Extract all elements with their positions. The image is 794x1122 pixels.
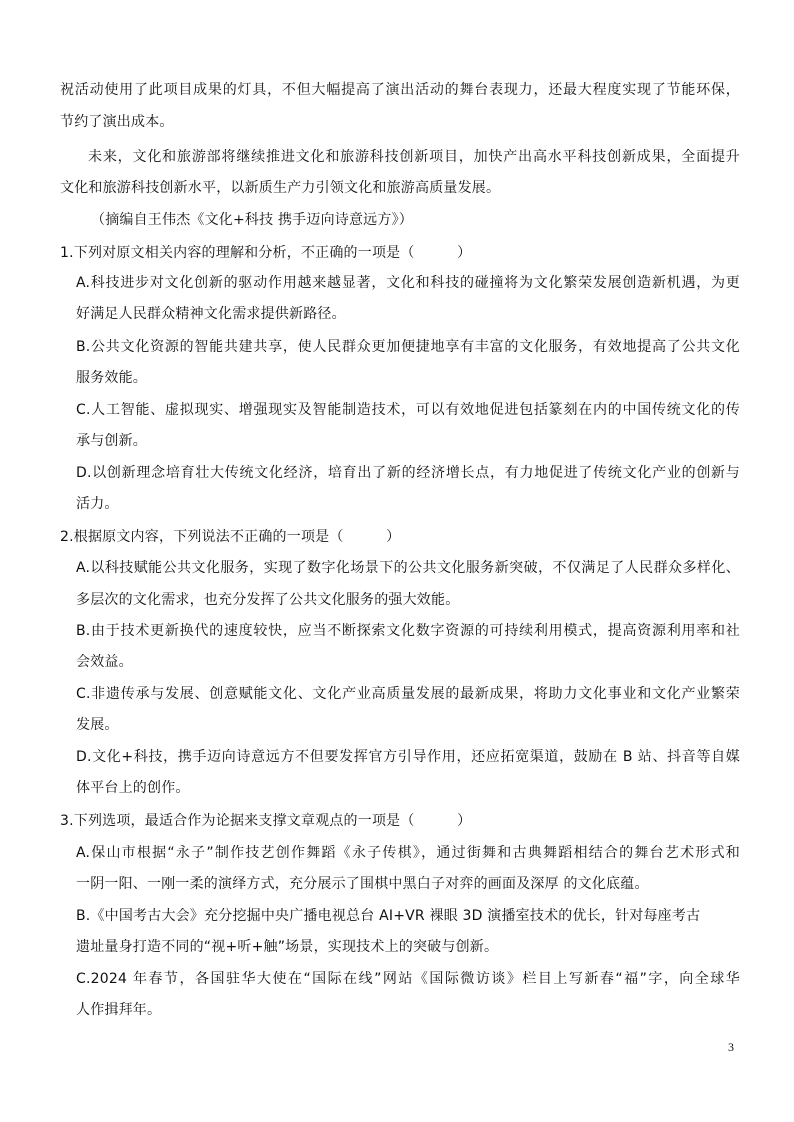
option-line: 承与创新。: [76, 433, 147, 449]
option-line: 体平台上的创作。: [76, 780, 190, 796]
page-number: 3: [728, 1040, 734, 1054]
option-line: 服务效能。: [76, 370, 147, 386]
passage-line: 未来，文化和旅游部将继续推进文化和旅游科技创新项目，加快产出高水平科技创新成果，全面提升: [88, 149, 740, 165]
option-line: B.由于技术更新换代的速度较快，应当不断探索文化数字资源的可持续利用模式，提高资源利用率和社: [76, 623, 740, 639]
passage-line: 文化和旅游科技创新水平，以新质生产力引领文化和旅游高质量发展。: [60, 180, 501, 196]
option-line: 人作揖拜年。: [76, 1002, 162, 1018]
option-line: A.保山市根据“永子”制作技艺创作舞蹈《永子传棋》，通过街舞和古典舞蹈相结合的舞台艺术形式和: [76, 845, 740, 861]
option-line: 会效益。: [76, 654, 133, 670]
option-line: 多层次的文化需求，也充分发挥了公共文化服务的强大效能。: [76, 592, 460, 608]
option-line: D.以创新理念培育壮大传统文化经济，培育出了新的经济增长点，有力地促进了传统文化产业的创新与: [76, 465, 740, 481]
option-line: A.以科技赋能公共文化服务，实现了数字化场景下的公共文化服务新突破，不仅满足了人民群众多样化、: [76, 560, 740, 576]
option-line: D.文化+科技，携手迈向诗意远方不但要发挥官方引导作用，还应拓宽渠道，鼓励在 B 站、抖音等自媒: [76, 749, 740, 765]
option-line: B.公共文化资源的智能共建共享，使人民群众更加便捷地享有丰富的文化服务，有效地提高了公共文化: [76, 339, 740, 355]
option-line: C.2024 年春节，各国驻华大使在“国际在线”网站《国际微访谈》栏目上写新春“福”字，向全球华: [76, 971, 740, 987]
passage-line: 节约了演出成本。: [60, 114, 174, 130]
question-stem: 2.根据原文内容，下列说法不正确的一项是（ ）: [60, 529, 401, 545]
option-line: 发展。: [76, 717, 119, 733]
passage-source: （摘编自王伟杰《文化+科技 携手迈向诗意远方》）: [91, 212, 413, 228]
option-line: B.《中国考古大会》充分挖掘中央广播电视总台 AI+VR 裸眼 3D 演播室技术的优长，针对每座考古: [76, 908, 701, 924]
passage-line: 祝活动使用了此项目成果的灯具，不但大幅提高了演出活动的舞台表现力，还最大程度实现了节能环保，: [60, 82, 740, 98]
option-line: 遗址量身打造不同的“视+听+触”场景，实现技术上的突破与创新。: [76, 939, 499, 955]
question-stem: 3.下列选项，最适合作为论据来支撑文章观点的一项是（ ）: [60, 813, 472, 829]
option-line: 活力。: [76, 496, 119, 512]
option-line: 一阴一阳、一刚一柔的演绎方式，充分展示了围棋中黑白子对弈的画面及深厚 的文化底蕴。: [76, 876, 649, 892]
option-line: 好满足人民群众精神文化需求提供新路径。: [76, 306, 346, 322]
option-line: C.人工智能、虚拟现实、增强现实及智能制造技术，可以有效地促进包括篆刻在内的中国传统文化的传: [76, 402, 740, 418]
question-stem: 1.下列对原文相关内容的理解和分析，不正确的一项是（ ）: [60, 245, 472, 261]
option-line: A.科技进步对文化创新的驱动作用越来越显著，文化和科技的碰撞将为文化繁荣发展创造新机遇，为更: [76, 275, 740, 291]
option-line: C.非遗传承与发展、创意赋能文化、文化产业高质量发展的最新成果，将助力文化事业和文化产业繁荣: [76, 686, 740, 702]
